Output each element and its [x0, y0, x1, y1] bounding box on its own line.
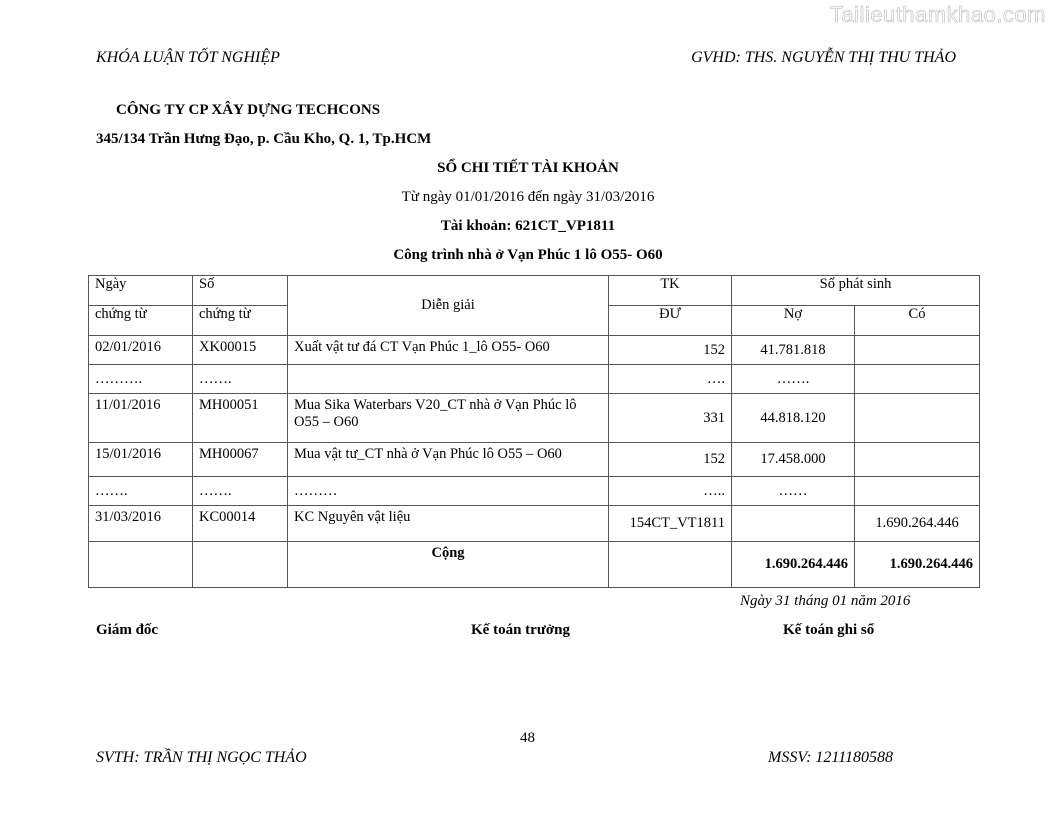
report-project: Công trình nhà ở Vạn Phúc 1 lô O55- O60: [393, 247, 663, 263]
col-arising-header: Số phát sinh: [732, 276, 980, 306]
report-title: SỔ CHI TIẾT TÀI KHOẢN: [437, 160, 619, 176]
cell-credit: 1.690.264.446: [855, 506, 980, 542]
cell-tk: …..: [609, 477, 732, 506]
total-credit: 1.690.264.446: [855, 542, 980, 588]
table-row: [89, 443, 980, 477]
cell-desc: Xuất vật tư đá CT Vạn Phúc 1_lô O55- O60: [288, 336, 609, 365]
cell-num: …….: [193, 477, 288, 506]
col-date-header-2: chứng từ: [89, 306, 193, 336]
cell-debit: 17.458.000: [732, 443, 855, 477]
sign-director: Giám đốc: [96, 622, 159, 638]
cell-credit: [855, 336, 980, 365]
cell-num: MH00051: [193, 394, 288, 443]
cell-debit: ……: [732, 477, 855, 506]
col-date-header-1: Ngày: [89, 276, 193, 306]
cell-desc: Mua Sika Waterbars V20_CT nhà ở Vạn Phúc lô O55 – O60: [288, 394, 609, 443]
col-num-header-2: chứng từ: [193, 306, 288, 336]
col-credit-header: Có: [855, 306, 980, 336]
cell-debit: …….: [732, 365, 855, 394]
cell-date: 02/01/2016: [89, 336, 193, 365]
cell-credit: [855, 443, 980, 477]
table-header-row: [89, 276, 980, 306]
cell-credit: [855, 477, 980, 506]
cell-date: ……….: [89, 365, 193, 394]
table-row: [89, 365, 980, 394]
cell-debit: 41.781.818: [732, 336, 855, 365]
table-total-row: [89, 542, 980, 588]
table-row: [89, 394, 980, 443]
cell-num: KC00014: [193, 506, 288, 542]
footer-date: Ngày 31 tháng 01 năm 2016: [740, 593, 911, 609]
col-tk-header-2: ĐƯ: [609, 306, 732, 336]
company-name: CÔNG TY CP XÂY DỰNG TECHCONS: [116, 102, 381, 118]
cell-debit: [732, 506, 855, 542]
cell-tk: 331: [609, 394, 732, 443]
sign-bookkeeper: Kế toán ghi sổ: [783, 622, 875, 638]
table-row: [89, 477, 980, 506]
col-tk-header-1: TK: [609, 276, 732, 306]
header-thesis-label: KHÓA LUẬN TỐT NGHIỆP: [96, 49, 280, 66]
cell-date: 15/01/2016: [89, 443, 193, 477]
report-period: Từ ngày 01/01/2016 đến ngày 31/03/2016: [401, 189, 655, 205]
col-debit-header: Nợ: [732, 306, 855, 336]
cell-num: MH00067: [193, 443, 288, 477]
cell-desc: Mua vật tư_CT nhà ở Vạn Phúc lô O55 – O60: [288, 443, 609, 477]
cell-date: 11/01/2016: [89, 394, 193, 443]
col-num-header-1: Số: [193, 276, 288, 306]
cell-date: 31/03/2016: [89, 506, 193, 542]
cell-date: …….: [89, 477, 193, 506]
cell-credit: [855, 394, 980, 443]
watermark: Tailieuthamkhao.com: [829, 2, 1046, 27]
header-advisor: GVHD: THS. NGUYỄN THỊ THU THẢO: [691, 49, 956, 66]
cell-num: XK00015: [193, 336, 288, 365]
report-account: Tài khoản: 621CT_VP1811: [440, 218, 616, 234]
sign-chief-accountant: Kế toán trưởng: [471, 622, 570, 638]
page-number: 48: [520, 730, 535, 746]
cell-desc: ………: [288, 477, 609, 506]
cell-tk: 152: [609, 443, 732, 477]
cell-desc: KC Nguyên vật liệu: [288, 506, 609, 542]
cell-num: …….: [193, 365, 288, 394]
total-label: Cộng: [288, 542, 609, 588]
footer-student: SVTH: TRẦN THỊ NGỌC THẢO: [96, 749, 307, 766]
total-debit: 1.690.264.446: [732, 542, 855, 588]
ledger-table: [88, 275, 980, 588]
col-desc-header: Diễn giải: [288, 276, 609, 336]
table-row: [89, 506, 980, 542]
company-address: 345/134 Trần Hưng Đạo, p. Cầu Kho, Q. 1, Tp.HCM: [96, 131, 432, 147]
cell-credit: [855, 365, 980, 394]
footer-student-id: MSSV: 1211180588: [768, 749, 894, 766]
cell-debit: 44.818.120: [732, 394, 855, 443]
table-row: [89, 336, 980, 365]
cell-tk: 154CT_VT1811: [609, 506, 732, 542]
cell-desc: [288, 365, 609, 394]
cell-tk: ….: [609, 365, 732, 394]
cell-tk: 152: [609, 336, 732, 365]
